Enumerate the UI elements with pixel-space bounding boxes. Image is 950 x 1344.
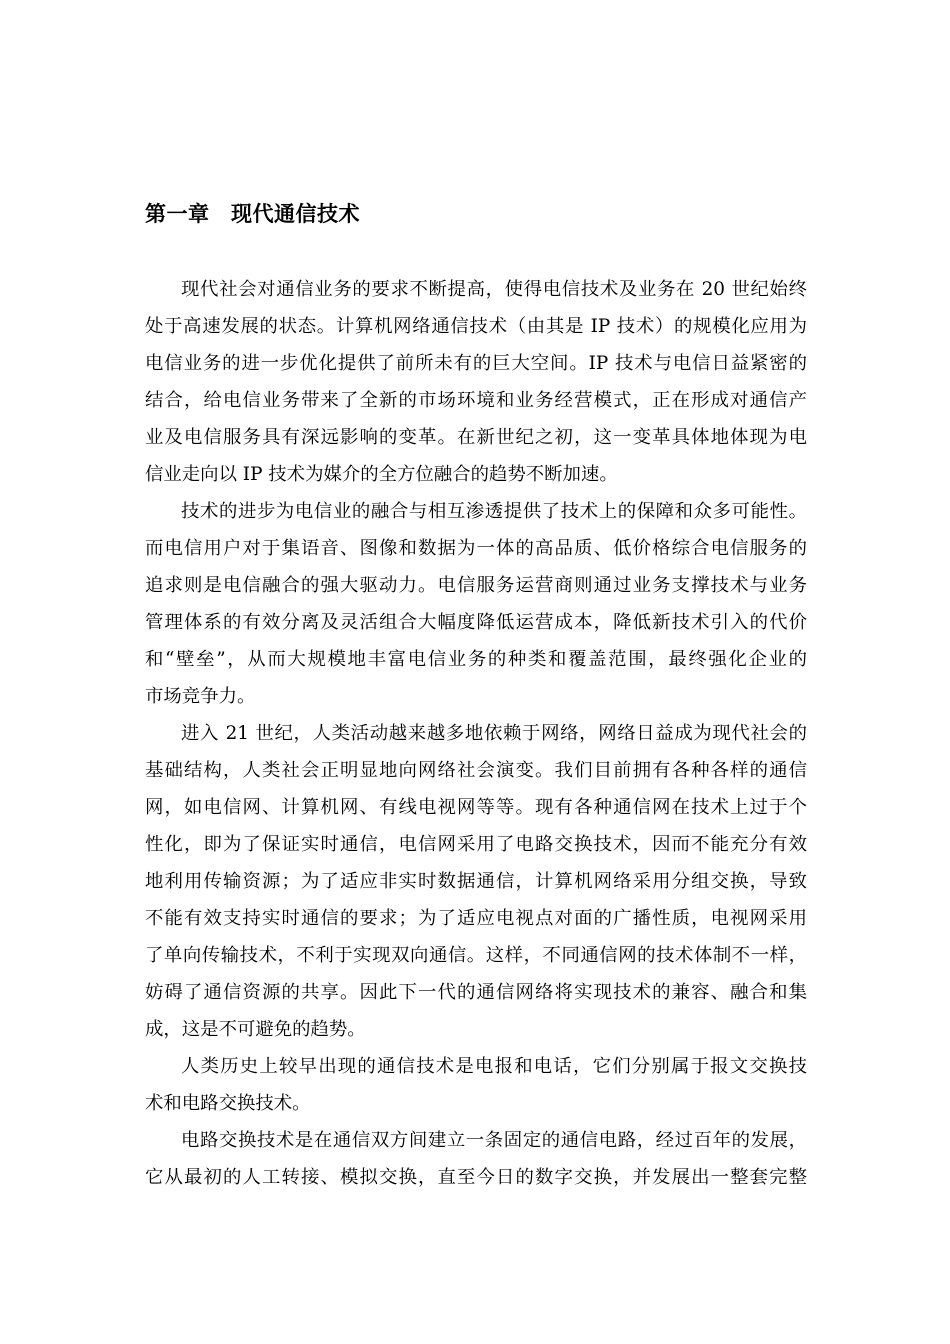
text-line: 术和电路交换技术。 [145,1093,311,1114]
text-line: 市场竞争力。 [145,686,256,707]
text-line: 而电信用户对于集语音、图像和数据为一体的高品质、低价格综合电信服务的 [145,538,807,559]
text-line: 网，如电信网、计算机网、有线电视网等等。现有各种通信网在技术上过于个 [145,797,807,818]
text-line: 性化，即为了保证实时通信，电信网采用了电路交换技术，因而不能充分有效 [145,834,807,855]
text-line: 进入 21 世纪，人类活动越来越多地依赖于网络，网络日益成为现代社会的 [181,723,807,744]
text-line: 追求则是电信融合的强大驱动力。电信服务运营商则通过业务支撑技术与业务 [145,575,807,596]
text-line: 人类历史上较早出现的通信技术是电报和电话，它们分别属于报文交换技 [181,1056,807,1077]
text-line: 基础结构，人类社会正明显地向网络社会演变。我们目前拥有各种各样的通信 [145,760,807,781]
text-line: 处于高速发展的状态。计算机网络通信技术（由其是 IP 技术）的规模化应用为 [145,316,807,337]
paragraph [145,493,807,715]
text-line: 业及电信服务具有深远影响的变革。在新世纪之初，这一变革具体地体现为电 [145,427,807,448]
paragraph [145,715,807,1048]
text-line: 和“壁垒”，从而大规模地丰富电信业务的种类和覆盖范围，最终强化企业的 [145,649,807,670]
text-line: 技术的进步为电信业的融合与相互渗透提供了技术上的保障和众多可能性。 [181,501,807,522]
text-line: 它从最初的人工转接、模拟交换，直至今日的数字交换，并发展出一整套完整 [145,1167,807,1188]
text-line: 地利用传输资源；为了适应非实时数据通信，计算机网络采用分组交换，导致 [145,871,807,892]
body-text [145,271,807,1196]
text-line: 不能有效支持实时通信的要求；为了适应电视点对面的广播性质，电视网采用 [145,908,807,929]
paragraph [145,1048,807,1122]
text-line: 管理体系的有效分离及灵活组合大幅度降低运营成本，降低新技术引入的代价 [145,612,807,633]
text-line: 了单向传输技术，不利于实现双向通信。这样，不同通信网的技术体制不一样， [145,945,807,966]
chapter-title: 第一章 现代通信技术 [145,202,360,226]
text-line: 电信业务的进一步优化提供了前所未有的巨大空间。IP 技术与电信日益紧密的 [145,353,807,374]
text-line: 妨碍了通信资源的共享。因此下一代的通信网络将实现技术的兼容、融合和集 [145,982,807,1003]
text-line: 现代社会对通信业务的要求不断提高，使得电信技术及业务在 20 世纪始终 [181,279,807,300]
paragraph [145,1122,807,1196]
text-line: 结合，给电信业务带来了全新的市场环境和业务经营模式，正在形成对通信产 [145,390,807,411]
paragraph [145,271,807,493]
text-line: 信业走向以 IP 技术为媒介的全方位融合的趋势不断加速。 [145,464,618,485]
text-line: 成，这是不可避免的趋势。 [145,1019,366,1040]
text-line: 电路交换技术是在通信双方间建立一条固定的通信电路，经过百年的发展， [181,1130,807,1151]
